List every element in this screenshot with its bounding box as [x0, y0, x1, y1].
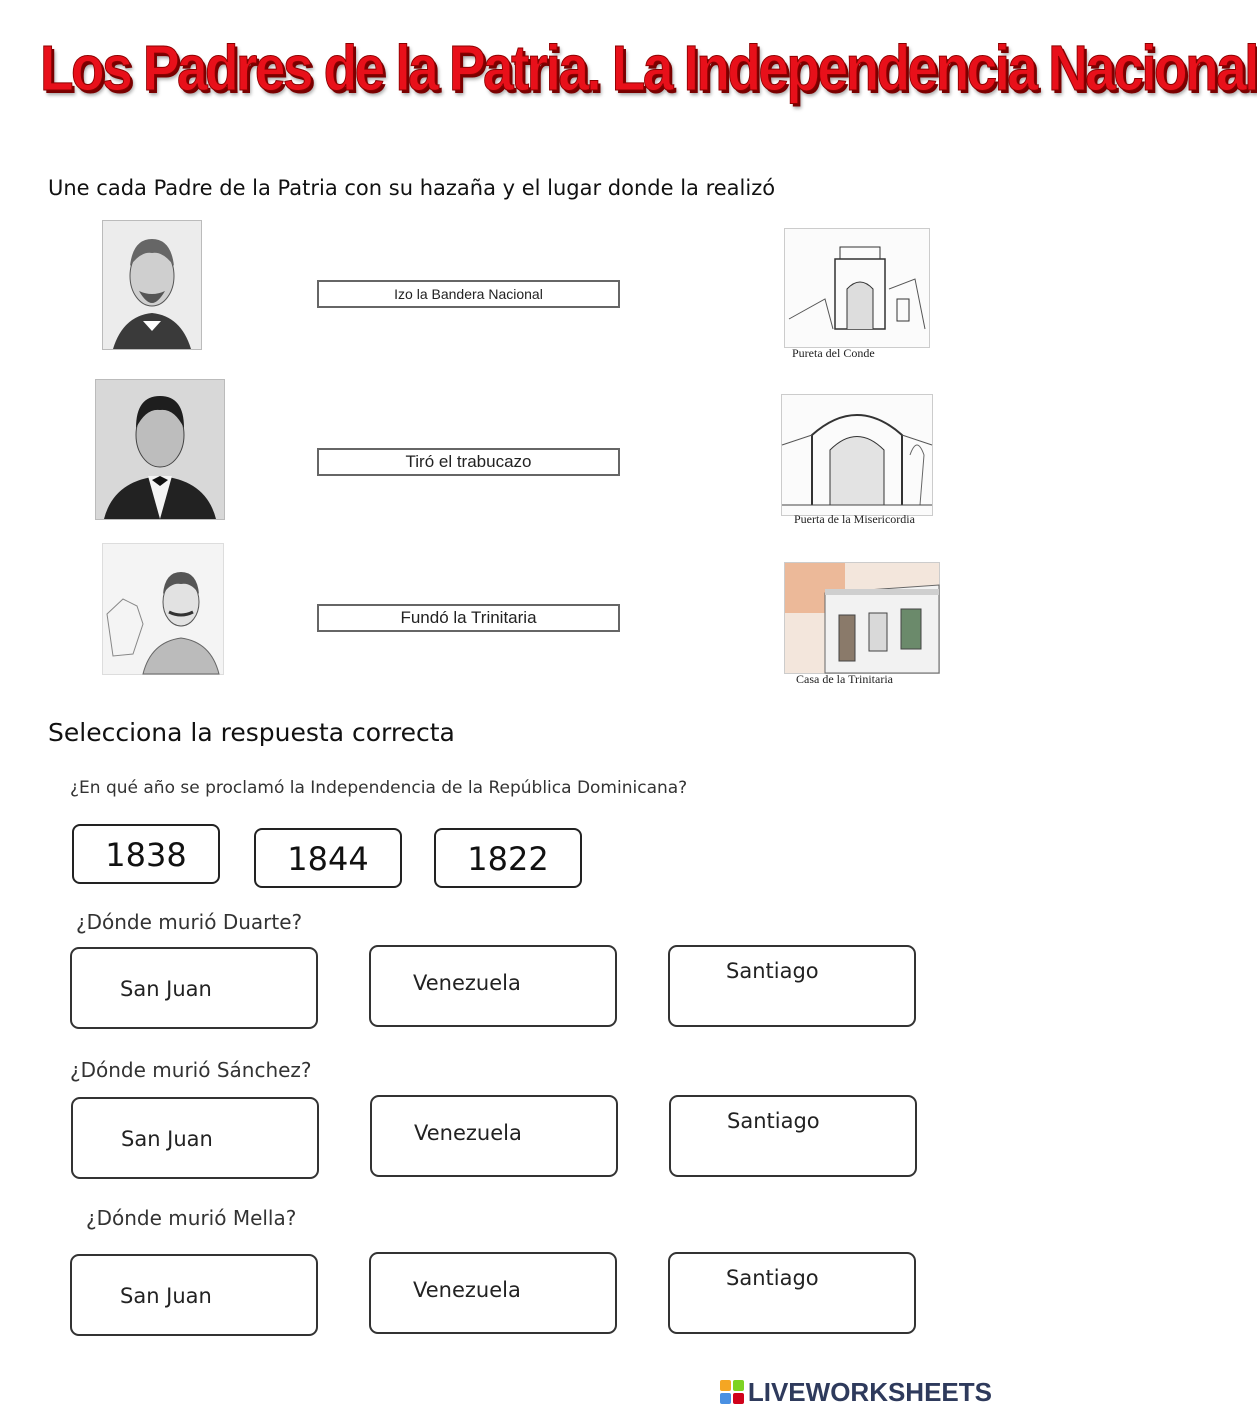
answer-option[interactable]: 1822	[434, 828, 582, 888]
puerta-del-conde-drawing	[785, 229, 929, 347]
portrait-duarte	[102, 220, 202, 350]
deed-box[interactable]: Tiró el trabucazo	[317, 448, 620, 476]
deed-box[interactable]: Fundó la Trinitaria	[317, 604, 620, 632]
question-sanchez: ¿Dónde murió Sánchez?	[70, 1058, 312, 1082]
portrait-sanchez-drawing	[96, 380, 224, 519]
puerta-misericordia-drawing	[782, 395, 932, 515]
portrait-mella	[102, 543, 224, 675]
answer-option[interactable]	[668, 1252, 916, 1334]
casa-trinitaria-drawing	[785, 563, 939, 673]
answer-option-label: Venezuela	[413, 1278, 521, 1302]
answer-option-label: Venezuela	[414, 1121, 522, 1145]
answer-option-label: San Juan	[120, 1284, 212, 1308]
answer-option-label: Santiago	[726, 959, 819, 983]
answer-option[interactable]	[669, 1095, 917, 1177]
portrait-sanchez	[95, 379, 225, 520]
quiz-instruction: Selecciona la respuesta correcta	[48, 718, 455, 747]
answer-option-label: Venezuela	[413, 971, 521, 995]
place-caption: Puerta de la Misericordia	[794, 512, 915, 526]
liveworksheets-brand[interactable]	[720, 1377, 992, 1407]
question-mella: ¿Dónde murió Mella?	[86, 1206, 297, 1230]
answer-option[interactable]: 1844	[254, 828, 402, 888]
answer-option[interactable]	[369, 945, 617, 1027]
portrait-duarte-drawing	[103, 221, 201, 349]
answer-option[interactable]: 1838	[72, 824, 220, 884]
answer-option[interactable]	[71, 1097, 319, 1179]
place-image-puerta-del-conde	[784, 228, 930, 348]
answer-option-label: Santiago	[727, 1109, 820, 1133]
worksheet-title: Los Padres de la Patria. La Independencia Nacional	[40, 32, 1257, 104]
place-image-puerta-misericordia	[781, 394, 933, 516]
liveworksheets-name: LIVEWORKSHEETS	[747, 1376, 992, 1407]
question-duarte: ¿Dónde murió Duarte?	[76, 910, 303, 934]
answer-option[interactable]	[70, 1254, 318, 1336]
answer-option[interactable]	[70, 947, 318, 1029]
place-caption: Casa de la Trinitaria	[796, 672, 893, 686]
liveworksheets-logo-icon	[720, 1380, 744, 1404]
matching-instruction: Une cada Padre de la Patria con su hazaña y el lugar donde la realizó	[48, 176, 776, 200]
place-caption: Pureta del Conde	[792, 346, 875, 360]
deed-box[interactable]: Izo la Bandera Nacional	[317, 280, 620, 308]
answer-option-label: San Juan	[121, 1127, 213, 1151]
question-independence-year: ¿En qué año se proclamó la Independencia de la República Dominicana?	[70, 778, 688, 798]
answer-option[interactable]	[370, 1095, 618, 1177]
answer-option-label: Santiago	[726, 1266, 819, 1290]
portrait-mella-drawing	[103, 544, 223, 674]
answer-option-label: San Juan	[120, 977, 212, 1001]
answer-option[interactable]	[668, 945, 916, 1027]
place-image-casa-trinitaria	[784, 562, 940, 674]
answer-option[interactable]	[369, 1252, 617, 1334]
